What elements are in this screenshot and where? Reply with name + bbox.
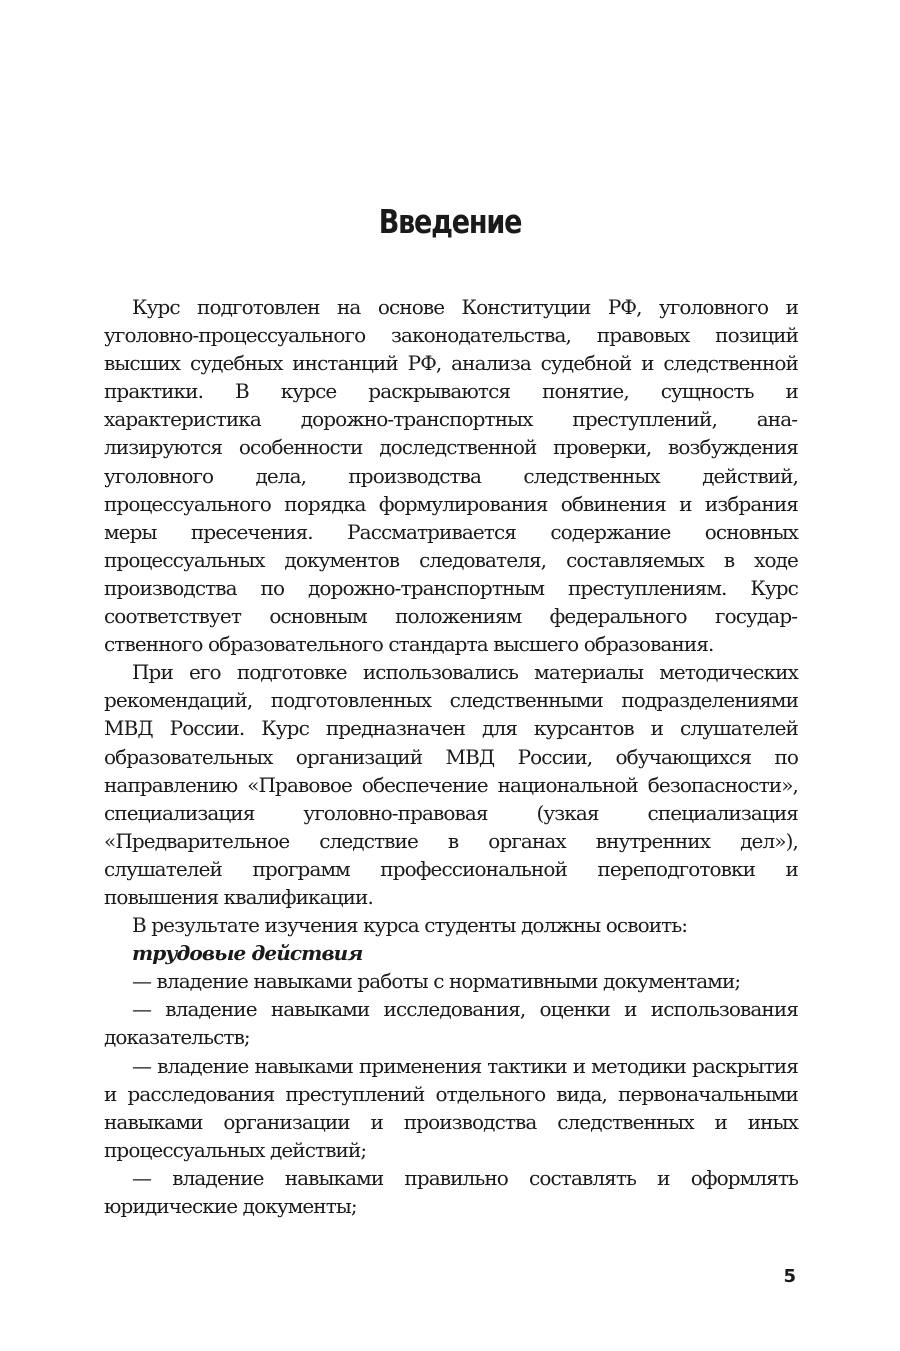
body-text (104, 293, 798, 1220)
subheading-labor-actions: трудовые действия (132, 941, 363, 966)
list-item: — владение навыками применения тактики и методики раскрытия и расследования преступлений отдельного вида, первоначальными навыками организации и производства следственных и иных процессуальных действий; (104, 1053, 798, 1162)
list-item: — владение навыками работы с нормативными документами; (132, 969, 741, 994)
page-number: 5 (783, 1266, 796, 1287)
page-title: Введение (378, 202, 522, 241)
list-item: — владение навыками правильно составлять и оформлять юридические документы; (104, 1165, 798, 1218)
paragraph-intro: Курс подготовлен на основе Конституции РФ, уголовного и уголовно-процессуального законодательства, правовых позиций высших судебных инстанций РФ, анализа судебной и следственной практики. В курсе раскрываются понятие, сущность и характеристика дорожно-транспортных преступлений, анализируются особенности доследственной проверки, возбуждения уголовного дела, производства следственных действий, процессуального порядка формулирования обвинения и избрания меры пресечения. Рассматривается содержание основных процессуальных документов следователя, составляемых в ходе производства по дорожно-транспортным преступлениям. Курс соответствует основным положениям федерального государственного образовательного стандарта высшего образования. (104, 295, 798, 657)
paragraph-results: В результате изучения курса студенты должны освоить: (132, 913, 688, 938)
list-item: — владение навыками исследования, оценки и использования доказательств; (104, 997, 798, 1050)
paragraph-preparation: При его подготовке использовались материалы методических рекомендаций, подготовленных следственными подразделениями МВД России. Курс предназначен для курсантов и слушателей образовательных организаций МВД России, обучающихся по направлению «Правовое обеспечение национальной безопасности», специализация уголовно-правовая (узкая специализация «Предварительное следствие в органах внутренних дел»), слушателей программ профессиональной переподготовки и повышения квалификации. (104, 660, 798, 909)
